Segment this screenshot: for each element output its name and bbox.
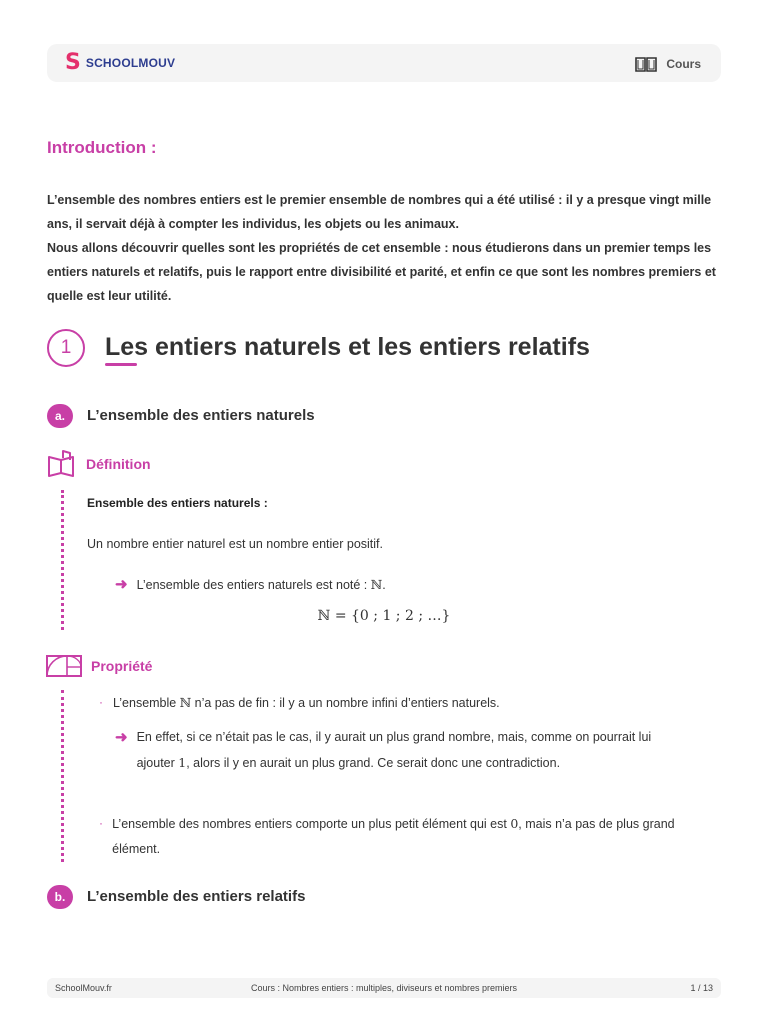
introduction-title: Introduction : bbox=[47, 138, 157, 157]
subsection-title-b: L’ensemble des entiers relatifs bbox=[87, 888, 306, 905]
introduction-text bbox=[47, 188, 723, 308]
definition-title: Définition bbox=[86, 456, 151, 472]
open-book-icon bbox=[46, 449, 76, 479]
page-header bbox=[47, 44, 721, 82]
definition-formula: ℕ = {0 ; 1 ; 2 ; …} bbox=[317, 608, 451, 624]
intro-paragraph-2: Nous allons découvrir quelles sont les propriétés de cet ensemble : nous étudierons dans un premier temps les entiers naturels et relatifs, puis le rapport entre divisibilité et parité, et enfin ce que sont les nombres premiers et quelle est leur utilité. bbox=[47, 241, 716, 303]
property-arrow-line bbox=[115, 725, 660, 776]
schoolmouv-logo[interactable] bbox=[65, 52, 175, 74]
property-bullet-1 bbox=[0, 690, 680, 716]
section-underline bbox=[105, 363, 137, 366]
bullet-dot-icon: · bbox=[99, 695, 103, 709]
bullet-dot-icon: · bbox=[99, 816, 103, 830]
definition-arrow-line bbox=[115, 572, 386, 598]
logo-mark: S bbox=[65, 50, 81, 75]
property-title: Propriété bbox=[91, 658, 153, 674]
subsection-title-a: L’ensemble des entiers naturels bbox=[87, 407, 315, 424]
logo-text: SCHOOLMOUV bbox=[85, 56, 176, 70]
intro-paragraph-1: L’ensemble des nombres entiers est le premier ensemble de nombres qui a été utilisé : il y a presque vingt mille ans, il servait déjà à compter les individus, les objets ou les animaux. bbox=[47, 193, 712, 231]
book-icon bbox=[634, 55, 658, 73]
property-bullet-2-text: L’ensemble des nombres entiers comporte un plus petit élément qui est 0, mais n’a pas de plus grand élément. bbox=[112, 816, 675, 856]
footer-course-title: Cours : Nombres entiers : multiples, diviseurs et nombres premiers bbox=[250, 983, 518, 993]
arrow-right-icon: ➜ bbox=[115, 729, 128, 746]
page-footer bbox=[47, 978, 721, 998]
footer-site[interactable]: SchoolMouv.fr bbox=[55, 983, 112, 993]
definition-text: Un nombre entier naturel est un nombre entier positif. bbox=[87, 537, 383, 551]
footer-page-number: 1 / 13 bbox=[690, 983, 713, 993]
cours-label: Cours bbox=[666, 57, 701, 71]
arrow-right-icon: ➜ bbox=[115, 576, 128, 593]
property-bullet-2 bbox=[0, 811, 690, 862]
property-arrow-text: En effet, si ce n’était pas le cas, il y aurait un plus grand nombre, mais, comme on pourrait lui ajouter 1, alors il y en aurait un plus grand. Ce serait donc une contradiction. bbox=[136, 730, 652, 770]
definition-arrow-text: L’ensemble des entiers naturels est noté : ℕ. bbox=[136, 577, 386, 592]
cours-link[interactable] bbox=[634, 55, 701, 73]
subsection-badge-b: b. bbox=[47, 885, 73, 909]
section-title: Les entiers naturels et les entiers relatifs bbox=[105, 333, 590, 361]
property-bullet-1-text: L’ensemble ℕ n’a pas de fin : il y a un nombre infini d’entiers naturels. bbox=[113, 695, 500, 710]
definition-heading: Ensemble des entiers naturels : bbox=[87, 496, 268, 510]
golden-ratio-icon bbox=[46, 655, 82, 677]
subsection-badge-a: a. bbox=[47, 404, 73, 428]
section-number: 1 bbox=[47, 329, 85, 367]
